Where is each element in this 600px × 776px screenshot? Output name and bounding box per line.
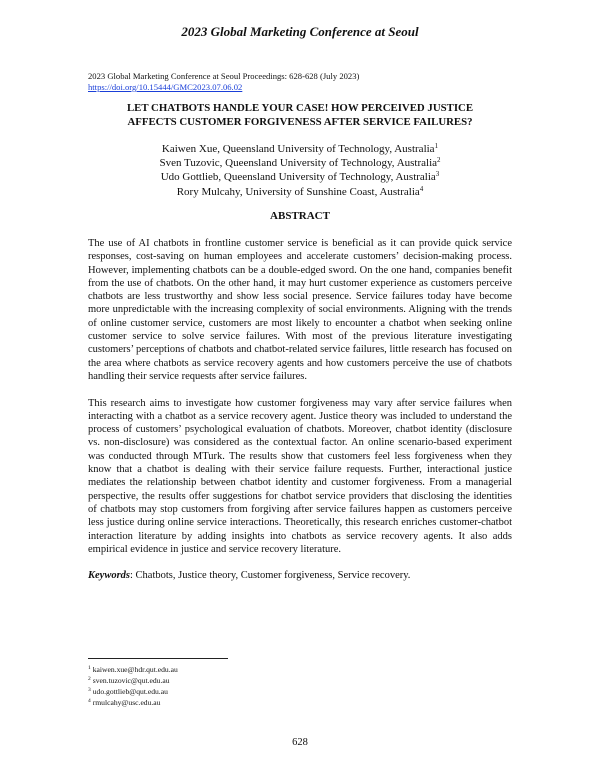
author-line bbox=[0, 142, 600, 156]
abstract-paragraph-1: The use of AI chatbots in frontline customer service is beneficial as it can provide quick service responses, cost-saving on human employees and accelerate customers’ decision-making process. However, implementing chatbots can be a double-edged sword. On the one hand, companies benefit from the use of chatbots. On the other hand, it may hurt customer experience as customers perceive chatbots are less trustworthy and show less social presence. Service failures today have become more unpredictable with the increasing complexity of social environments. Aligning with the trends of online customer service, customers are most likely to encounter a chatbot when seeking online customer service to solve service failures. With most of the previous literature investigating customers’ perceptions of chatbots and chatbot-related service failures, little research has focused on the area where chatbots as service recovery agents and how customers perceive the use of chatbots handling their service requests after service failures. bbox=[88, 238, 512, 382]
footnote-number: 2 bbox=[88, 676, 91, 682]
author-affiliation: Udo Gottlieb, Queensland University of Technology, Australia bbox=[160, 171, 436, 184]
footnote-number: 4 bbox=[88, 698, 91, 704]
title-line-2: AFFECTS CUSTOMER FORGIVENESS AFTER SERVICE FAILURES? bbox=[127, 116, 473, 128]
author-affiliation: Sven Tuzovic, Queensland University of Technology, Australia bbox=[159, 157, 438, 170]
footnote-divider bbox=[88, 658, 228, 659]
title-line-1: LET CHATBOTS HANDLE YOUR CASE! HOW PERCEIVED JUSTICE bbox=[126, 102, 474, 114]
author-affiliation: Kaiwen Xue, Queensland University of Technology, Australia bbox=[161, 143, 435, 155]
proceedings-citation: 2023 Global Marketing Conference at Seoul Proceedings: 628-628 (July 2023) bbox=[88, 71, 360, 81]
keywords-text: : Chatbots, Justice theory, Customer forgiveness, Service recovery. bbox=[130, 570, 411, 582]
abstract-body bbox=[88, 237, 512, 596]
footnote-number: 1 bbox=[88, 665, 91, 671]
footnote-marker: 1 bbox=[434, 142, 439, 150]
footnote-email: udo.gottlieb@qut.edu.au bbox=[92, 687, 168, 696]
footnote-marker: 2 bbox=[437, 156, 441, 165]
footnote-number: 3 bbox=[88, 687, 91, 693]
footnote bbox=[88, 675, 178, 686]
author-affiliation: Rory Mulcahy, University of Sunshine Coast, Australia bbox=[176, 185, 420, 198]
footnote-marker: 3 bbox=[435, 170, 440, 179]
author-line bbox=[0, 170, 600, 184]
abstract-heading: ABSTRACT bbox=[270, 210, 330, 222]
doi-link[interactable]: https://doi.org/10.15444/GMC2023.07.06.02 bbox=[88, 82, 243, 92]
author-line bbox=[0, 185, 600, 199]
footnote-email: kaiwen.xue@hdr.qut.edu.au bbox=[92, 665, 178, 674]
keywords-label: Keywords bbox=[88, 570, 130, 582]
page-number: 628 bbox=[292, 737, 308, 748]
footnote bbox=[88, 664, 178, 675]
author-list bbox=[0, 142, 600, 199]
footnote bbox=[88, 697, 178, 708]
footnote-email: sven.tuzovic@qut.edu.au bbox=[92, 676, 170, 685]
author-line bbox=[0, 156, 600, 170]
conference-header: 2023 Global Marketing Conference at Seoul bbox=[181, 24, 419, 39]
footnote-email: rmulcahy@usc.edu.au bbox=[92, 698, 161, 707]
keywords-line bbox=[88, 569, 512, 582]
footnote-marker: 4 bbox=[419, 184, 424, 193]
footnote bbox=[88, 686, 178, 697]
paper-title bbox=[70, 101, 530, 129]
footnotes bbox=[88, 664, 178, 708]
proceedings-info bbox=[88, 71, 359, 93]
abstract-paragraph-2: This research aims to investigate how customer forgiveness may vary after service failures when interacting with a chatbot as a service recovery agent. Justice theory was included to understand the process of customers’ psychological evaluation of chatbots. Moreover, chatbot identity (disclosure vs. non-disclosure) was considered as the contextual factor. An online scenario-based experiment was conducted through MTurk. The results show that customers feel less forgiveness when they know that a chatbot is dealing with their service failure requests. Further, interactional justice mediates the relationship between chatbot identity and customer forgiveness. From a managerial perspective, the results offer suggestions for chatbot service providers that disclosing the identities of chatbots may stop customers from forgiving after service failures happen as customers perceive less justice during online service interactions. Theoretically, this research enriches customer-chatbot interaction literature by adding insights into chatbots as service recovery agents. It also adds empirical evidence in justice and service recovery literature. bbox=[88, 397, 512, 555]
